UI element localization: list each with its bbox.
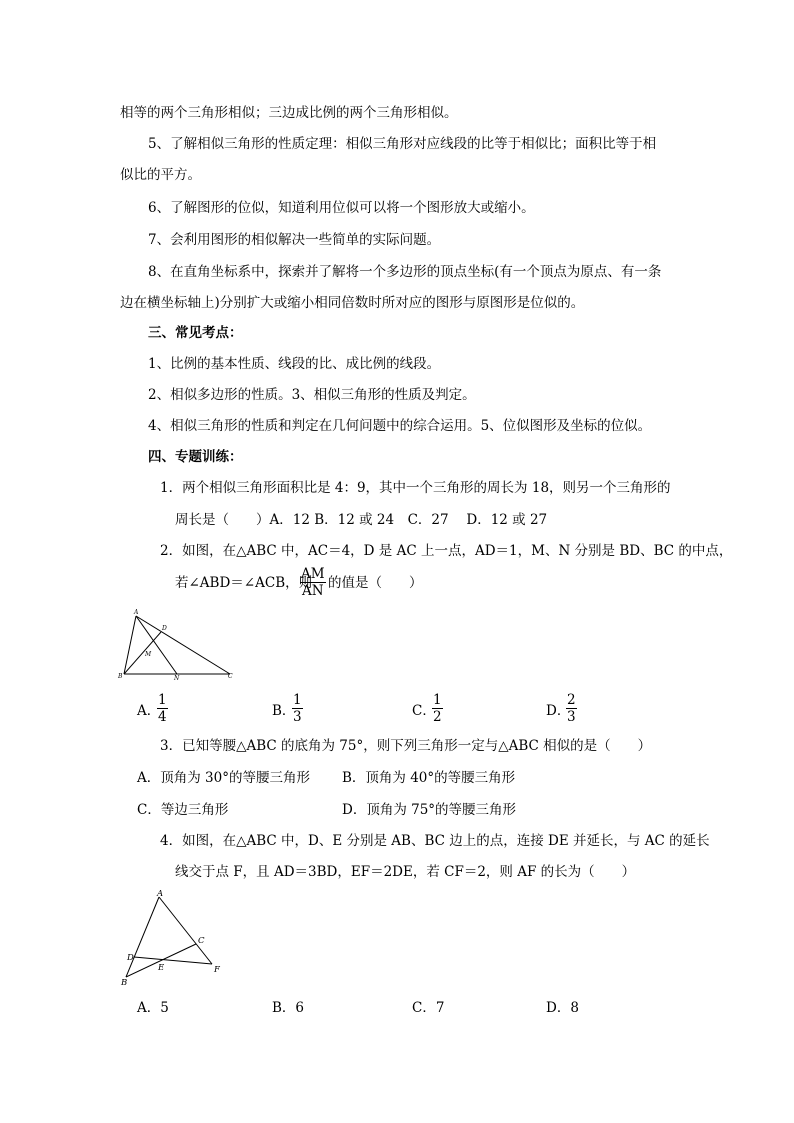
text-line: 7、会利用图形的相似解决一些简单的实际问题。 xyxy=(148,232,441,248)
question-1-line: 周长是（ ）A．12 B．12 或 24 C．27 D．12 或 27 xyxy=(175,512,548,528)
point-label-n: N xyxy=(174,675,180,680)
text-line: 6、了解图形的位似，知道利用位似可以将一个图形放大或缩小。 xyxy=(148,200,535,216)
point-label-c: C xyxy=(198,936,205,946)
list-item: 2、相似多边形的性质。3、相似三角形的性质及判定。 xyxy=(148,387,476,403)
text-line: 相等的两个三角形相似；三边成比例的两个三角形相似。 xyxy=(120,105,458,121)
point-label-a: A xyxy=(157,889,164,899)
question-1-line: 1．两个相似三角形面积比是 4：9，其中一个三角形的周长为 18，则另一个三角形的 xyxy=(160,480,671,496)
question-3-line: 3．已知等腰△ABC 的底角为 75°，则下列三角形一定与△ABC 相似的是（ ） xyxy=(160,738,652,754)
option-label: B．顶角为 40°的等腰三角形 xyxy=(342,770,516,786)
fraction-denominator: 2 xyxy=(433,709,442,725)
point-label-m: M xyxy=(145,651,152,658)
option-label: C． xyxy=(412,703,436,719)
question-2-line: 若∠ABD＝∠ACB，则 xyxy=(175,575,313,591)
option-fraction xyxy=(566,692,577,725)
section-heading: 三、常见考点： xyxy=(148,325,243,341)
point-label-d: D xyxy=(127,953,134,963)
point-label-c: C xyxy=(228,673,233,680)
question-2-line: 2．如图，在△ABC 中，AC＝4，D 是 AC 上一点，AD＝1，M、N 分别是 BD、BC 的中点， xyxy=(160,543,733,559)
point-label-b: B xyxy=(121,978,128,988)
fraction-numerator: 2 xyxy=(567,692,576,708)
option-label: C．7 xyxy=(412,1000,445,1016)
point-label-b: B xyxy=(118,673,123,680)
fraction-numerator: 1 xyxy=(293,692,302,708)
option-label: D．顶角为 75°的等腰三角形 xyxy=(342,802,517,818)
question-4-line: 线交于点 F，且 AD＝3BD，EF＝2DE，若 CF＝2，则 AF 的长为（ ） xyxy=(175,864,636,880)
option-label: A．5 xyxy=(137,1000,169,1016)
question-4-figure xyxy=(116,886,226,988)
fraction-numerator: 1 xyxy=(433,692,442,708)
text-line: 似比的平方。 xyxy=(120,167,201,183)
fraction-numerator: 1 xyxy=(158,692,167,708)
option-label: B．6 xyxy=(272,1000,305,1016)
question-4-line: 4．如图，在△ABC 中，D、E 分别是 AB、BC 边上的点，连接 DE 并延长，与 AC 的延长 xyxy=(160,833,710,849)
option-label: D．8 xyxy=(546,1000,579,1016)
text-line: 8、在直角坐标系中，探索并了解将一个多边形的顶点坐标(有一个顶点为原点、有一条 xyxy=(148,264,662,280)
fraction-denominator: 3 xyxy=(567,709,576,725)
point-label-e: E xyxy=(158,963,165,973)
option-label: A． xyxy=(137,703,161,719)
fraction-denominator: AN xyxy=(302,583,324,599)
fraction-denominator: 3 xyxy=(293,709,302,725)
option-label: B． xyxy=(272,703,296,719)
option-fraction xyxy=(157,692,168,725)
list-item: 1、比例的基本性质、线段的比、成比例的线段。 xyxy=(148,356,441,372)
option-label: D． xyxy=(546,703,571,719)
question-2-line: 的值是（ ） xyxy=(328,575,423,591)
option-label: A．顶角为 30°的等腰三角形 xyxy=(137,770,310,786)
point-label-f: F xyxy=(214,965,220,975)
option-label: C．等边三角形 xyxy=(137,802,229,818)
option-fraction xyxy=(292,692,303,725)
fraction-numerator: AM xyxy=(301,566,325,582)
list-item: 4、相似三角形的性质和判定在几何问题中的综合运用。5、位似图形及坐标的位似。 xyxy=(148,418,652,434)
point-label-d: D xyxy=(162,625,167,632)
option-fraction xyxy=(432,692,443,725)
fraction-denominator: 4 xyxy=(158,709,167,725)
text-line: 边在横坐标轴上)分别扩大或缩小相同倍数时所对应的图形与原图形是位似的。 xyxy=(120,295,585,311)
question-2-fraction xyxy=(300,566,326,599)
text-line: 5、了解相似三角形的性质定理：相似三角形对应线段的比等于相似比；面积比等于相 xyxy=(148,136,657,152)
section-heading: 四、专题训练： xyxy=(148,449,243,465)
question-2-figure xyxy=(112,608,242,680)
point-label-a: A xyxy=(134,609,139,616)
